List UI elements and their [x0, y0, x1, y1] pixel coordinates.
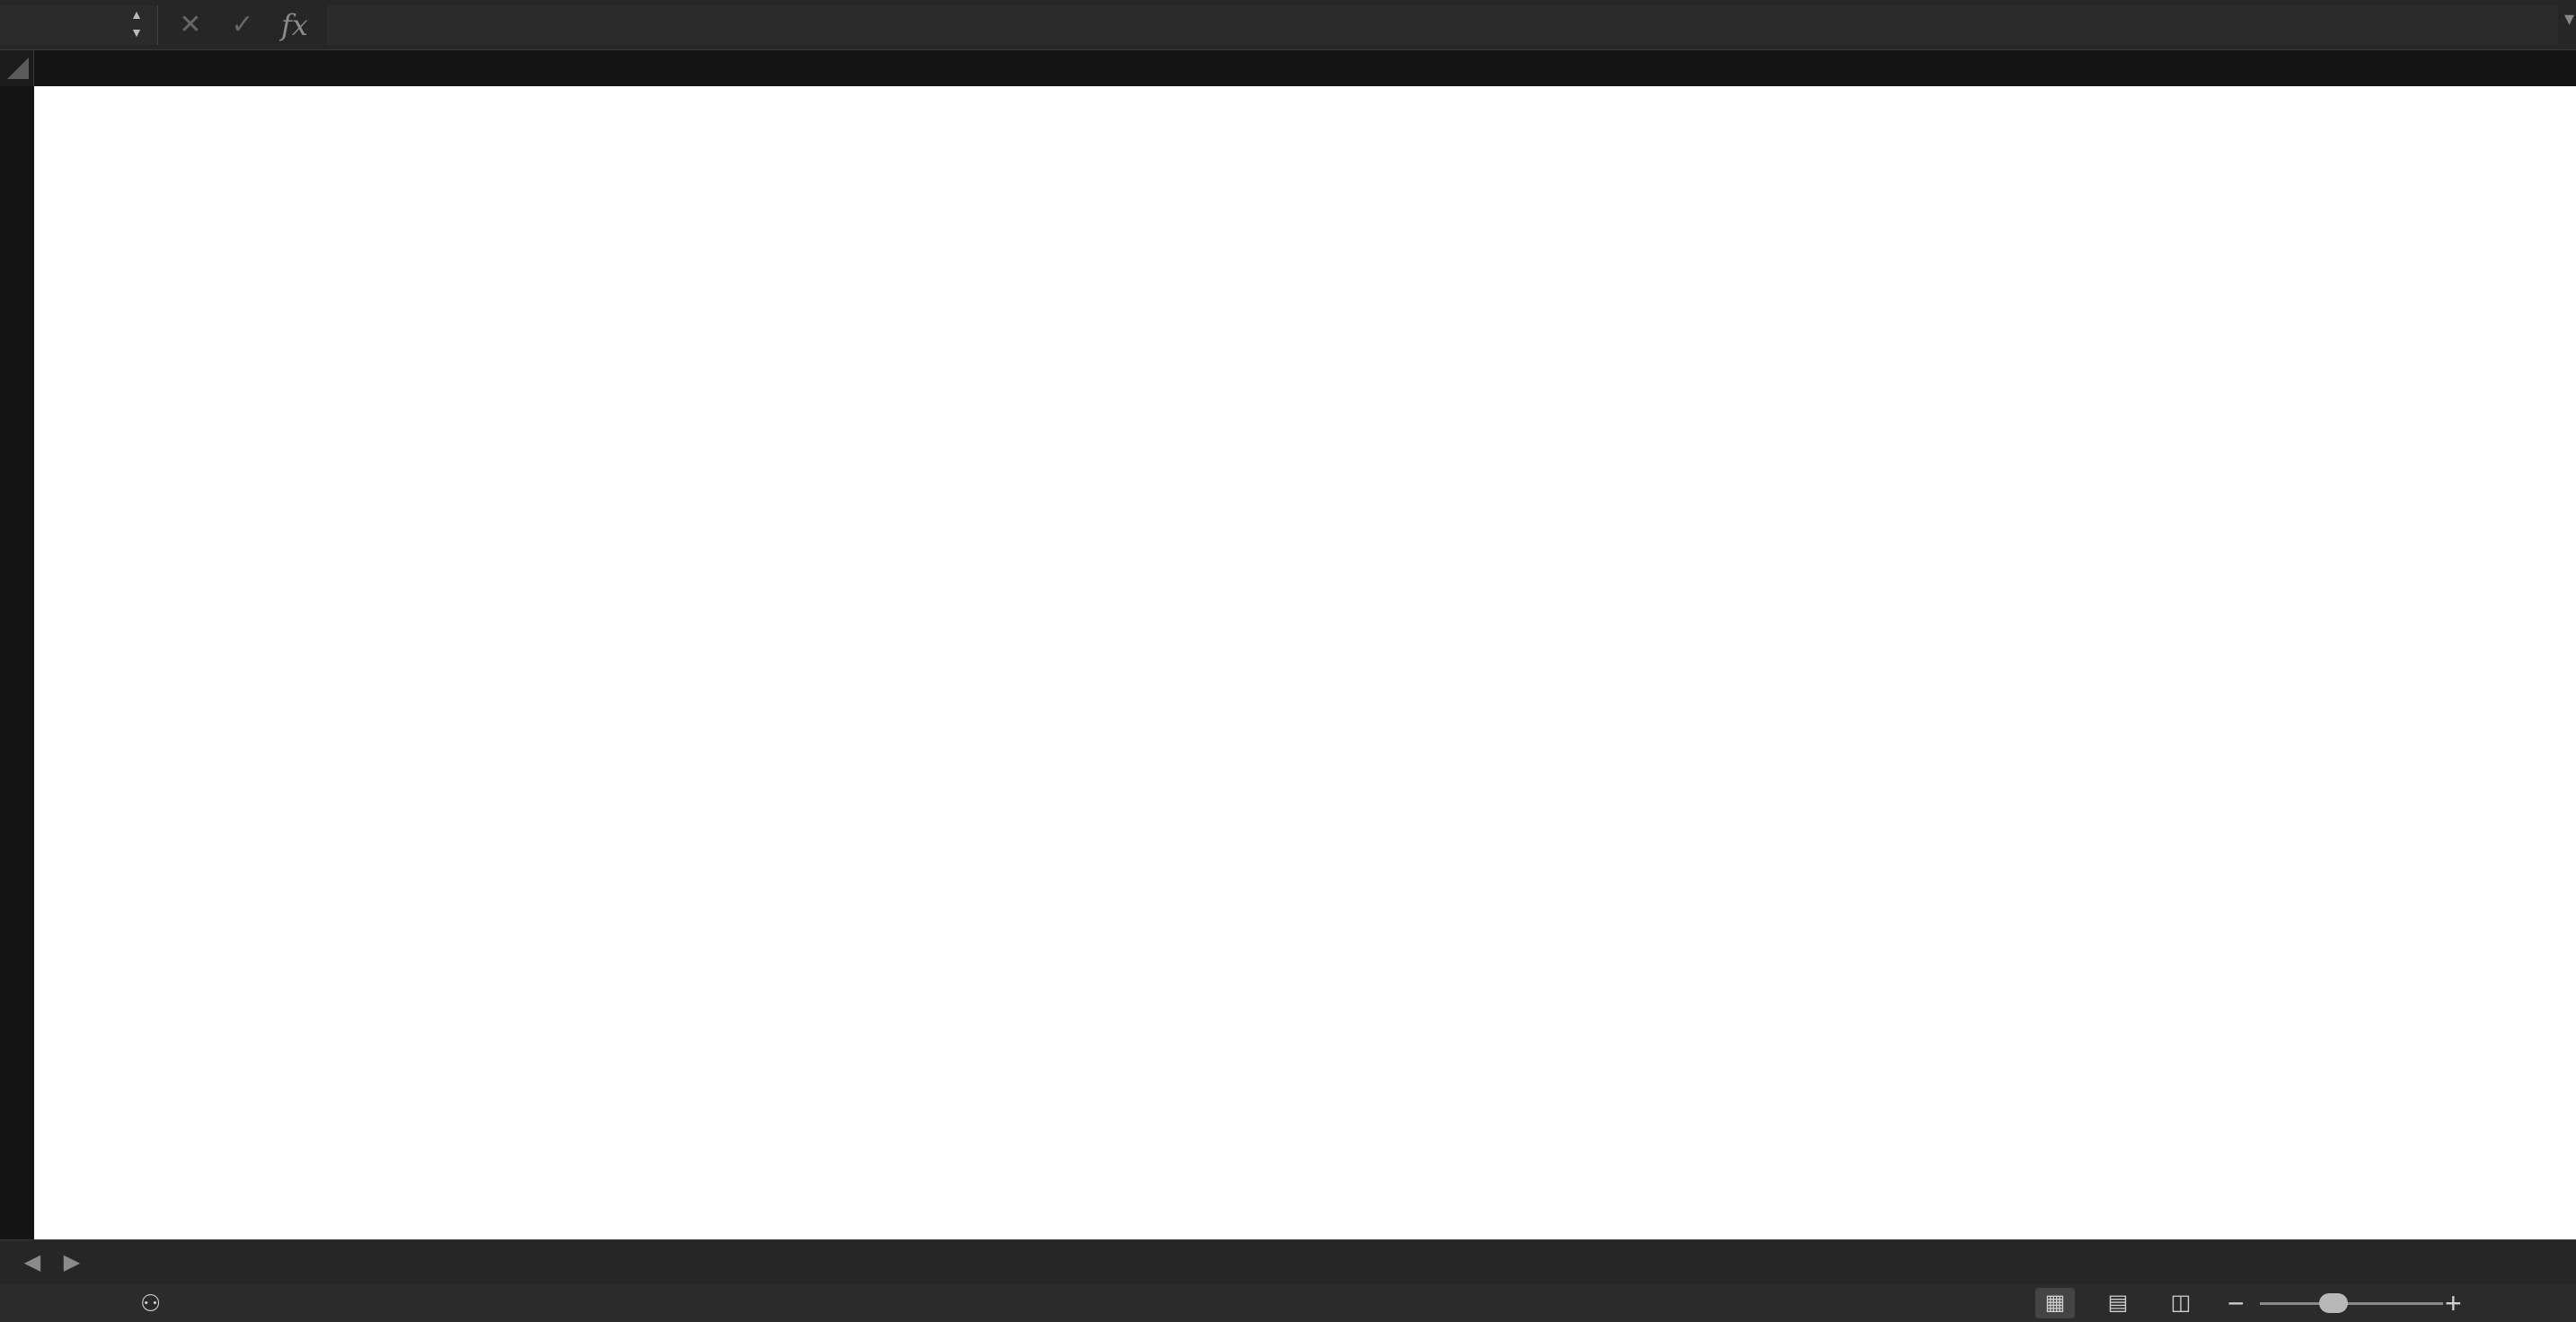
accessibility-icon[interactable]: ⚇: [140, 1290, 162, 1317]
zoom-slider-thumb[interactable]: [2319, 1293, 2348, 1313]
expand-icon[interactable]: ▾: [2563, 7, 2574, 30]
spreadsheet-grid[interactable]: [0, 50, 2576, 1239]
normal-view-icon[interactable]: ▦: [2035, 1288, 2075, 1318]
fx-icon[interactable]: fx: [281, 8, 308, 42]
next-sheet-icon[interactable]: ▶: [63, 1250, 81, 1274]
cancel-icon[interactable]: ✕: [179, 10, 202, 40]
select-all-corner[interactable]: [0, 50, 34, 86]
page-break-icon[interactable]: ◫: [2170, 1291, 2192, 1315]
zoom-in-button[interactable]: +: [2445, 1287, 2462, 1319]
formula-input[interactable]: [327, 5, 2558, 45]
page-layout-icon[interactable]: ▤: [2107, 1291, 2129, 1315]
status-bar: [0, 1284, 2576, 1322]
cells-area[interactable]: [34, 86, 2576, 1239]
column-headers: [34, 50, 2576, 86]
row-headers: [0, 86, 34, 1239]
spinner-icon[interactable]: ▲ ▼: [130, 7, 143, 40]
zoom-out-button[interactable]: −: [2228, 1287, 2245, 1319]
zoom-slider[interactable]: [2260, 1302, 2443, 1305]
prev-sheet-icon[interactable]: ◀: [23, 1250, 41, 1274]
formula-bar: [0, 0, 2576, 50]
enter-icon[interactable]: ✓: [231, 10, 254, 40]
sheet-tabs-bar: [0, 1239, 2576, 1284]
